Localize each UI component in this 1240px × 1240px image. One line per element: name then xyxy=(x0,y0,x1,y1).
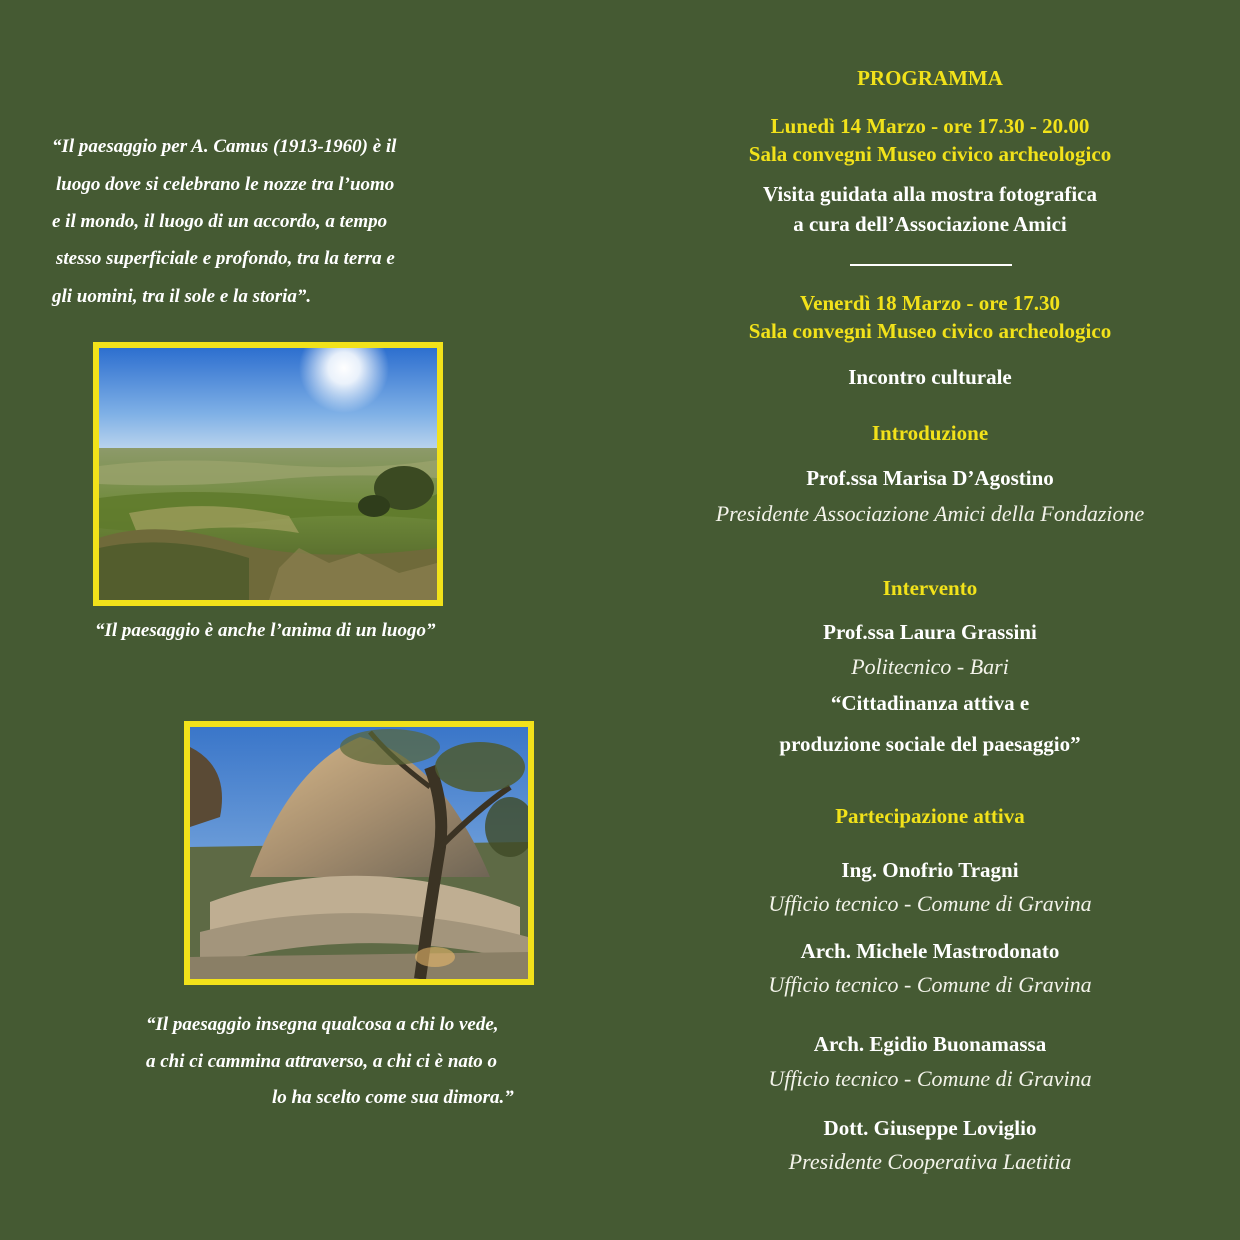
day1-description: Visita guidata alla mostra fotografica xyxy=(762,182,1097,206)
program-panel xyxy=(640,0,1220,1240)
day2-venue: Sala convegni Museo civico archeologico xyxy=(748,319,1112,343)
talk-title: produzione sociale del paesaggio” xyxy=(779,732,1081,756)
day1-description: a cura dell’Associazione Amici xyxy=(793,212,1067,236)
stone-hut-caption-line: a chi ci cammina attraverso, a chi ci è nato o xyxy=(146,1051,497,1072)
camus-quote-line: stesso superficiale e profondo, tra la terra e xyxy=(56,248,395,269)
camus-quote-line: gli uomini, tra il sole e la storia”. xyxy=(52,286,312,307)
participant-role: Presidente Cooperativa Laetitia xyxy=(788,1149,1072,1174)
day1-date: Lunedì 14 Marzo - ore 17.30 - 20.00 xyxy=(770,114,1090,138)
camus-quote-line: luogo dove si celebrano le nozze tra l’uomo xyxy=(56,174,395,195)
participant-name: Arch. Michele Mastrodonato xyxy=(800,939,1060,963)
participant-role: Ufficio tecnico - Comune di Gravina xyxy=(768,1066,1092,1091)
landscape-caption: “Il paesaggio è anche l’anima di un luogo” xyxy=(95,620,436,641)
intro-speaker-name: Prof.ssa Marisa D’Agostino xyxy=(806,466,1054,490)
talk-title: “Cittadinanza attiva e xyxy=(830,691,1030,715)
talk-heading: Intervento xyxy=(882,576,978,600)
camus-quote-line: e il mondo, il luogo di un accordo, a tempo xyxy=(52,211,388,232)
participant-name: Ing. Onofrio Tragni xyxy=(841,858,1019,882)
intro-heading: Introduzione xyxy=(871,421,989,445)
participant-role: Ufficio tecnico - Comune di Gravina xyxy=(768,972,1092,997)
participant-name: Arch. Egidio Buonamassa xyxy=(813,1032,1047,1056)
participant-role: Ufficio tecnico - Comune di Gravina xyxy=(768,891,1092,916)
talk-speaker-role: Politecnico - Bari xyxy=(851,654,1009,679)
stone-hut-caption-line: lo ha scelto come sua dimora.” xyxy=(272,1087,514,1108)
program-title: PROGRAMMA xyxy=(857,66,1003,90)
intro-speaker-role: Presidente Associazione Amici della Fondazione xyxy=(715,501,1145,526)
landscape-photo-image xyxy=(99,348,437,600)
participant-name: Dott. Giuseppe Loviglio xyxy=(823,1116,1037,1140)
section-divider xyxy=(850,264,1012,266)
day2-date: Venerdì 18 Marzo - ore 17.30 xyxy=(799,291,1061,315)
camus-quote-line: “Il paesaggio per A. Camus (1913-1960) è il xyxy=(52,136,397,157)
stone-hut-photo xyxy=(184,721,534,985)
day1-venue: Sala convegni Museo civico archeologico xyxy=(748,142,1112,166)
stone-hut-photo-image xyxy=(190,727,528,979)
day2-event: Incontro culturale xyxy=(848,365,1012,389)
stone-hut-caption-line: “Il paesaggio insegna qualcosa a chi lo vede, xyxy=(146,1014,499,1035)
talk-speaker-name: Prof.ssa Laura Grassini xyxy=(823,620,1037,644)
participation-heading: Partecipazione attiva xyxy=(835,804,1025,828)
landscape-photo xyxy=(93,342,443,606)
